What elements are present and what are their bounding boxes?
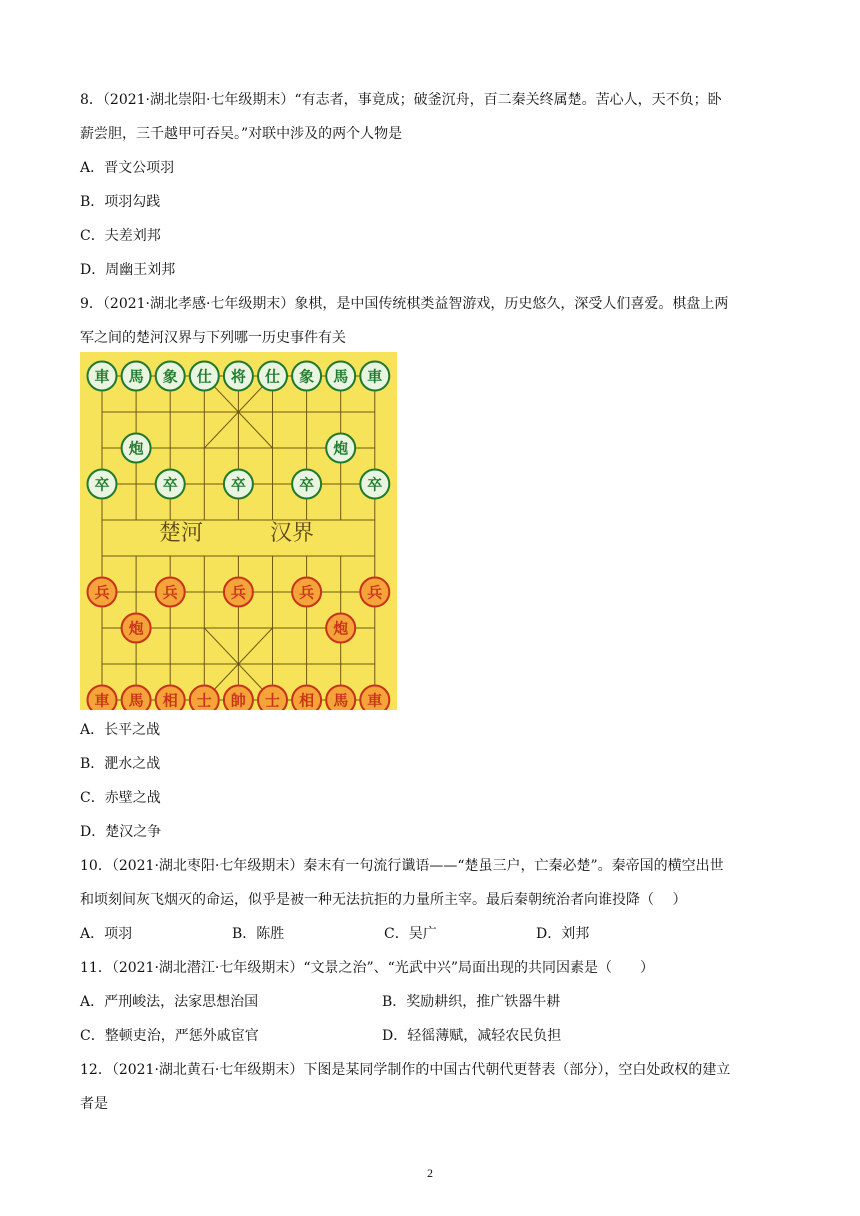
q9-option-c: C．赤壁之战 xyxy=(80,790,161,806)
q10-option-d: D．刘邦 xyxy=(536,926,590,942)
green-piece xyxy=(122,362,151,391)
svg-text:卒: 卒 xyxy=(230,475,246,494)
red-piece xyxy=(156,578,185,607)
red-piece xyxy=(122,686,151,711)
svg-text:卒: 卒 xyxy=(299,475,315,494)
q8-option-b: B．项羽勾践 xyxy=(80,194,161,210)
svg-text:車: 車 xyxy=(94,367,110,386)
red-piece xyxy=(122,614,151,643)
svg-text:炮: 炮 xyxy=(333,619,349,638)
svg-text:馬: 馬 xyxy=(128,691,144,710)
svg-text:相: 相 xyxy=(299,691,315,710)
svg-text:車: 車 xyxy=(367,691,383,710)
red-piece xyxy=(326,614,355,643)
svg-text:馬: 馬 xyxy=(333,367,349,386)
q10-option-a: A．项羽 xyxy=(80,926,133,942)
q11-option-a: A．严刑峻法，法家思想治国 xyxy=(80,994,259,1010)
q10-option-c: C．吴广 xyxy=(384,926,437,942)
green-piece xyxy=(326,434,355,463)
svg-text:車: 車 xyxy=(367,367,383,386)
svg-text:帥: 帥 xyxy=(230,691,246,710)
red-piece xyxy=(88,686,117,711)
red-piece xyxy=(224,686,253,711)
green-piece xyxy=(258,362,287,391)
svg-text:兵: 兵 xyxy=(299,583,315,602)
green-piece xyxy=(224,470,253,499)
red-piece xyxy=(190,686,219,711)
q9-option-a: A．长平之战 xyxy=(80,722,161,738)
green-piece xyxy=(326,362,355,391)
svg-text:象: 象 xyxy=(299,367,315,386)
svg-text:兵: 兵 xyxy=(230,583,246,602)
svg-text:馬: 馬 xyxy=(128,367,144,386)
q9-stem-line2: 军之间的楚河汉界与下列哪一历史事件有关 xyxy=(80,330,346,346)
svg-text:炮: 炮 xyxy=(333,439,349,458)
q8-option-d: D．周幽王刘邦 xyxy=(80,262,176,278)
red-piece xyxy=(360,578,389,607)
red-piece xyxy=(156,686,185,711)
q9-option-d: D．楚汉之争 xyxy=(80,824,162,840)
green-piece xyxy=(122,434,151,463)
svg-text:士: 士 xyxy=(264,691,281,710)
q11-options-row1 xyxy=(80,992,684,1012)
q11-options-row2 xyxy=(80,1026,684,1046)
svg-text:相: 相 xyxy=(162,691,178,710)
green-piece xyxy=(88,362,117,391)
q8-option-c: C．夫差刘邦 xyxy=(80,228,161,244)
svg-text:仕: 仕 xyxy=(264,367,281,386)
svg-text:卒: 卒 xyxy=(94,475,110,494)
red-piece xyxy=(292,686,321,711)
river-right-label: 汉界 xyxy=(269,521,315,546)
red-piece xyxy=(360,686,389,711)
q10-option-b: B．陈胜 xyxy=(232,926,285,942)
q11-option-c: C．整顿吏治，严惩外戚宦官 xyxy=(80,1028,259,1044)
svg-text:兵: 兵 xyxy=(162,583,178,602)
green-piece xyxy=(88,470,117,499)
q8-option-a: A．晋文公项羽 xyxy=(80,160,175,176)
q12-stem-line1: 12．（2021·湖北黄石·七年级期末）下图是某同学制作的中国古代朝代更替表（部分），空白处政权的建立 xyxy=(80,1062,731,1078)
river-left-label: 楚河 xyxy=(158,521,204,546)
svg-text:車: 車 xyxy=(94,691,110,710)
q12-stem-line2: 者是 xyxy=(80,1096,108,1112)
red-piece xyxy=(258,686,287,711)
svg-text:象: 象 xyxy=(162,367,178,386)
q10-stem-line2: 和顷刻间灰飞烟灭的命运，似乎是被一种无法抗拒的力量所主宰。最后秦朝统治者向谁投降（ ） xyxy=(80,892,687,908)
green-piece xyxy=(156,470,185,499)
svg-text:卒: 卒 xyxy=(162,475,178,494)
svg-text:将: 将 xyxy=(230,367,246,386)
green-piece xyxy=(360,362,389,391)
red-piece xyxy=(292,578,321,607)
green-piece xyxy=(360,470,389,499)
q9-stem-line1: 9．（2021·湖北孝感·七年级期末）象棋，是中国传统棋类益智游戏，历史悠久，深受人们喜爱。棋盘上两 xyxy=(80,296,729,312)
svg-text:炮: 炮 xyxy=(128,619,144,638)
green-piece xyxy=(292,362,321,391)
green-piece xyxy=(190,362,219,391)
q10-stem-line1: 10．（2021·湖北枣阳·七年级期末）秦末有一句流行谶语——“楚虽三户，亡秦必楚”。秦帝国的横空出世 xyxy=(80,858,724,874)
q8-stem-line1: 8．（2021·湖北崇阳·七年级期末）“有志者，事竟成；破釜沉舟，百二秦关终属楚。苦心人，天不负；卧 xyxy=(80,92,722,108)
q11-option-b: B．奖励耕织，推广铁器牛耕 xyxy=(382,994,561,1010)
svg-text:士: 士 xyxy=(196,691,212,710)
svg-text:兵: 兵 xyxy=(367,583,383,602)
red-piece xyxy=(88,578,117,607)
svg-text:仕: 仕 xyxy=(196,367,212,386)
green-piece xyxy=(292,470,321,499)
q11-stem-line1: 11．（2021·湖北潜江·七年级期末）“文景之治”、“光武中兴”局面出现的共同因素是（ ） xyxy=(80,960,654,976)
red-piece xyxy=(326,686,355,711)
green-piece xyxy=(224,362,253,391)
q9-option-b: B．淝水之战 xyxy=(80,756,161,772)
page-number: 2 xyxy=(427,1166,433,1180)
q8-stem-line2: 薪尝胆，三千越甲可吞吴。”对联中涉及的两个人物是 xyxy=(80,126,403,142)
q10-options-row xyxy=(80,924,688,944)
xiangqi-board-figure xyxy=(80,352,397,710)
red-piece xyxy=(224,578,253,607)
svg-text:炮: 炮 xyxy=(128,439,144,458)
svg-text:兵: 兵 xyxy=(94,583,110,602)
svg-text:卒: 卒 xyxy=(367,475,383,494)
q11-option-d: D．轻徭薄赋，减轻农民负担 xyxy=(382,1028,562,1044)
svg-text:馬: 馬 xyxy=(333,691,349,710)
green-piece xyxy=(156,362,185,391)
